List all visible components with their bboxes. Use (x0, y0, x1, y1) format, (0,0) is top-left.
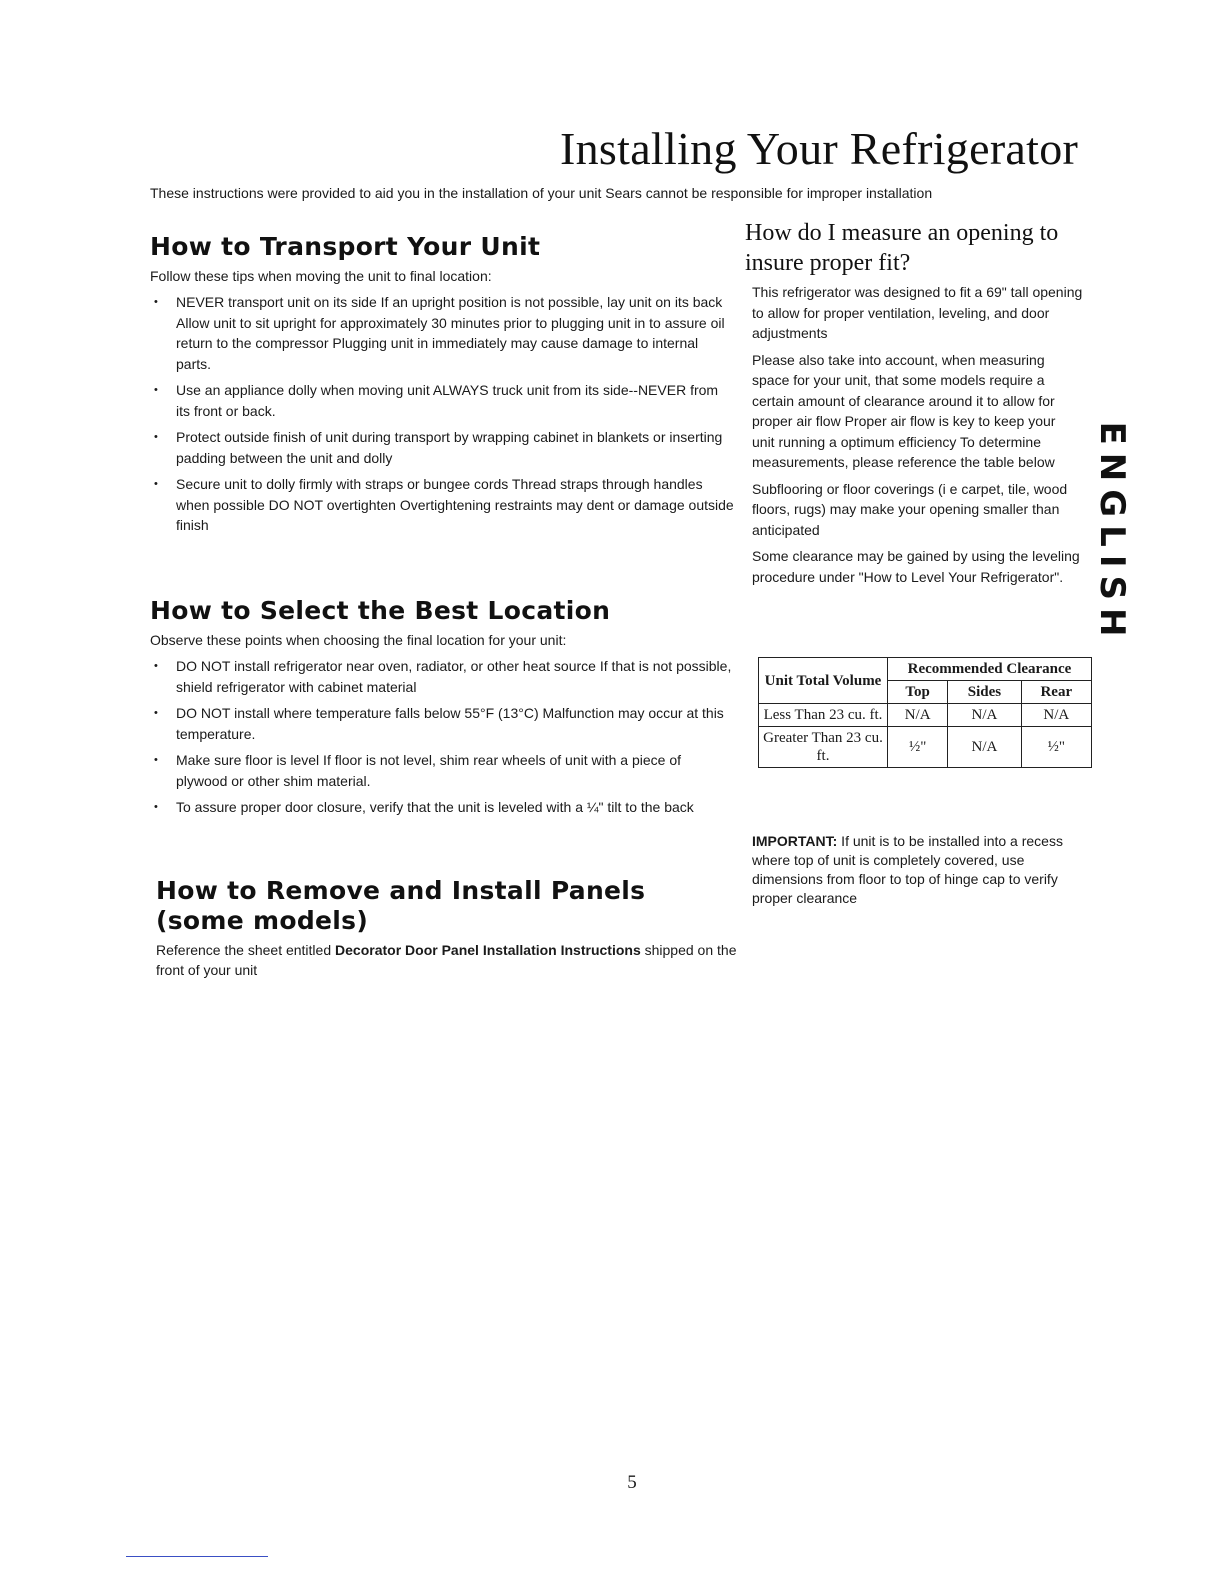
important-note (752, 832, 1097, 908)
table-row (759, 727, 1092, 768)
measure-paragraph: This refrigerator was designed to fit a 69" tall opening to allow for proper ventilation, leveling, and door adjustments (752, 284, 1083, 341)
table-header-row (759, 658, 1092, 681)
cell-volume: Less Than 23 cu. ft. (759, 704, 888, 727)
col-recommended-header: Recommended Clearance (888, 658, 1092, 681)
list-item: • DO NOT install refrigerator near oven, radiator, or other heat source If that is not possible, shield refrigerator with cabinet material (150, 656, 735, 697)
panels-sheet-title: Decorator Door Panel Installation Instructions (335, 942, 641, 958)
cell-top: N/A (888, 704, 948, 727)
cell-rear: N/A (1021, 704, 1091, 727)
measure-paragraph: Subflooring or floor coverings (i e carpet, tile, wood floors, rugs) may make your opening smaller than anticipated (752, 480, 1068, 538)
col-rear-header: Rear (1021, 681, 1091, 704)
important-label: IMPORTANT: (752, 833, 838, 849)
cell-top: ½" (888, 727, 948, 768)
panels-text-before: Reference the sheet entitled (156, 942, 336, 958)
list-item: • To assure proper door closure, verify that the unit is leveled with a ¼" tilt to the back (150, 797, 735, 818)
panels-text (156, 940, 741, 980)
location-lead: Observe these points when choosing the final location for your unit: (150, 632, 567, 648)
col-volume-header: Unit Total Volume (759, 658, 888, 704)
measure-paragraph: Please also take into account, when measuring space for your unit, that some models require a certain amount of clearance around it to allow for proper air flow Proper air flow is key to keep your unit running a optimum efficiency To determine measurements, please reference the table below (752, 351, 1056, 470)
list-item: • Secure unit to dolly firmly with straps or bungee cords Thread straps through handles when possible DO NOT overtighten Overtightening restraints may dent or damage outside finish (150, 474, 735, 536)
table-row (759, 704, 1092, 727)
cell-volume: Greater Than 23 cu. ft. (759, 727, 888, 768)
list-item: • NEVER transport unit on its side If an upright position is not possible, lay unit on its back Allow unit to sit upright for approximately 30 minutes prior to plugging unit in to assure oil return to the compressor Plugging unit in immediately may cause damage to internal parts. (150, 292, 735, 374)
important-text: If unit is to be installed into a recess where top of unit is completely covered, use dimensions from floor to top of hinge cap to verify proper clearance (752, 833, 1063, 906)
measure-heading: How do I measure an opening to insure proper fit? (745, 220, 1059, 276)
panels-section (156, 876, 741, 986)
location-list (150, 656, 735, 818)
cell-sides: N/A (948, 727, 1021, 768)
measure-paragraph: Some clearance may be gained by using the leveling procedure under "How to Level Your Refrigerator". (752, 548, 1080, 585)
footer-divider (126, 1556, 268, 1557)
list-item: • Make sure floor is level If floor is not level, shim rear wheels of unit with a piece of plywood or other shim material. (150, 750, 735, 791)
col-top-header: Top (888, 681, 948, 704)
list-item: • Protect outside finish of unit during transport by wrapping cabinet in blankets or inserting padding between the unit and dolly (150, 427, 735, 468)
clearance-table (758, 657, 1092, 768)
list-item: • DO NOT install where temperature falls below 55°F (13°C) Malfunction may occur at this temperature. (150, 703, 735, 744)
panels-text-after: shipped on the front of your unit (156, 942, 737, 978)
location-section (150, 596, 735, 824)
cell-sides: N/A (948, 704, 1021, 727)
language-tab-label: ENGLISH (1092, 421, 1132, 645)
transport-section (150, 232, 735, 542)
language-side-tab (1094, 418, 1130, 648)
transport-heading: How to Transport Your Unit (150, 232, 541, 261)
transport-lead: Follow these tips when moving the unit to final location: (150, 268, 492, 284)
cell-rear: ½" (1021, 727, 1091, 768)
measure-section (745, 218, 1095, 593)
location-heading: How to Select the Best Location (150, 596, 611, 625)
col-sides-header: Sides (948, 681, 1021, 704)
transport-list (150, 292, 735, 536)
list-item: • Use an appliance dolly when moving unit ALWAYS truck unit from its side--NEVER from its front or back. (150, 380, 735, 421)
panels-heading: How to Remove and Install Panels (some models) (156, 876, 646, 935)
intro-paragraph: These instructions were provided to aid you in the installation of your unit Sears cannot be responsible for improper installation (150, 185, 933, 201)
page-title: Installing Your Refrigerator (560, 123, 1079, 174)
page-number: 5 (627, 1472, 637, 1493)
